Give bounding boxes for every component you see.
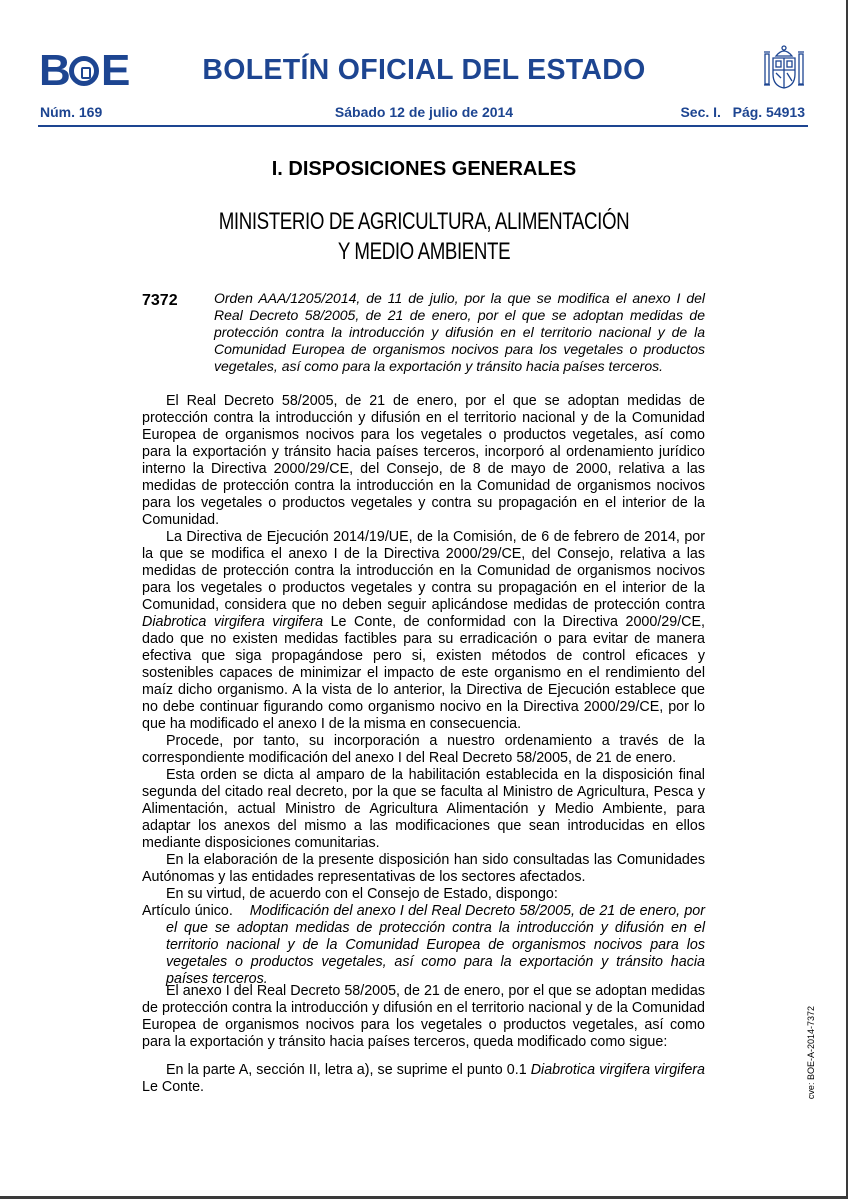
ministry-line-2: Y MEDIO AMBIENTE	[337, 238, 511, 265]
boe-logo: B E	[39, 46, 129, 95]
paragraph: Procede, por tanto, su incorporación a nuestro ordenamiento a través de la correspondiente modificación del anexo I del Real Decreto 58/2005, de 21 de enero.	[142, 733, 705, 766]
header-rule	[38, 125, 808, 127]
section-page: Sec. I. Pág. 54913	[680, 104, 805, 120]
paragraph: En su virtud, de acuerdo con el Consejo de Estado, dispongo:	[166, 886, 558, 902]
issue-number: Núm. 169	[40, 104, 103, 120]
species-name: Diabrotica virgifera virgifera	[142, 614, 324, 630]
document-summary: Orden AAA/1205/2014, de 11 de julio, por la que se modifica el anexo I del Real Decreto 58/2005, de 21 de enero, por el que se adoptan medidas de protección contra la introducción y difusión en el territorio nacional y de la Comunidad Europea de organismos nocivos para los vegetales o productos vegetales, así como para la exportación y tránsito hacia países terceros.	[214, 290, 705, 374]
document-number: 7372	[142, 292, 178, 309]
section-title: I. DISPOSICIONES GENERALES	[271, 158, 577, 180]
article-title: Modificación del anexo I del Real Decreto 58/2005, de 21 de enero, por el que se adoptan medidas de protección contra la introducción y difusión en el territorio nacional y de la Comunidad Europea de organismos nocivos para los vegetales o productos vegetales, así como para la exportación y tránsito hacia países terceros.	[166, 903, 705, 987]
paragraph: El anexo I del Real Decreto 58/2005, de 21 de enero, por el que se adoptan medidas de protección contra la introducción y difusión en el territorio nacional y de la Comunidad Europea de organismos nocivos para los vegetales o productos vegetales, así como para la exportación y tránsito hacia países terceros, queda modificado como sigue:	[142, 983, 705, 1050]
article-label: Artículo único.	[142, 903, 233, 919]
article-body	[142, 983, 705, 1096]
paragraph: En la elaboración de la presente disposición han sido consultadas las Comunidades Autónomas y las entidades representativas de los sectores afectados.	[142, 852, 705, 885]
preamble	[142, 393, 705, 903]
cve-code: cve: BOE-A-2014-7372	[806, 1006, 816, 1100]
paragraph: El Real Decreto 58/2005, de 21 de enero, por el que se adoptan medidas de protección contra la introducción y difusión en el territorio nacional y de la Comunidad Europea de organismos nocivos para los vegetales o productos vegetales, así como para la exportación y tránsito hacia países terceros, incorporó al ordenamiento jurídico interno la Directiva 2000/29/CE, del Consejo, de 8 de mayo de 2000, relativa a las medidas de protección contra la introducción en la Comunidad de organismos nocivos para los vegetales o productos vegetales y contra su propagación en el interior de la Comunidad.	[142, 393, 705, 528]
ministry-heading	[93, 207, 754, 267]
paragraph: La Directiva de Ejecución 2014/19/UE, de la Comisión, de 6 de febrero de 2014, por la que se modifica el anexo I de la Directiva 2000/29/CE, del Consejo, relativa a las medidas de protección contra la introducción en la Comunidad de organismos nocivos para los vegetales o productos vegetales y contra su propagación en el interior de la Comunidad, considera que no deben seguir aplicándose medidas de protección contra Diabrotica virgifera virgifera Le Conte, de conformidad con la Directiva 2000/29/CE, dado que no existen medidas factibles para su erradicación o para evitar de manera efectiva que siga propagándose pero si, existen métodos de control eficaces y sostenibles capaces de minimizar el impacto de este organismo en el rendimiento del maíz dicho organismo. A la vista de lo anterior, la Directiva de Ejecución establece que no debe continuar figurando como organismo nocivo en la Directiva 2000/29/CE, por lo que ha modificado el anexo I de la misma en consecuencia.	[142, 529, 705, 732]
species-name: Diabrotica virgifera virgifera	[530, 1062, 705, 1078]
ministry-line-1: MINISTERIO DE AGRICULTURA, ALIMENTACIÓN	[218, 208, 630, 235]
paragraph: Esta orden se dicta al amparo de la habilitación establecida en la disposición final segunda del citado real decreto, por la que se faculta al Ministro de Agricultura, Pesca y Alimentación, actual Ministro de Agricultura Alimentación y Medio Ambiente, para adaptar los anexos del mismo a las modificaciones que sean introducidas en ellos mediante disposiciones comunitarias.	[142, 767, 705, 851]
paragraph: En la parte A, sección II, letra a), se suprime el punto 0.1 Diabrotica virgifera virgifera Le Conte.	[142, 1062, 705, 1095]
coat-of-arms-icon	[762, 44, 806, 92]
issue-date: Sábado 12 de julio de 2014	[334, 104, 514, 120]
article-heading	[142, 903, 705, 988]
bulletin-title: BOLETÍN OFICIAL DEL ESTADO	[202, 54, 646, 86]
